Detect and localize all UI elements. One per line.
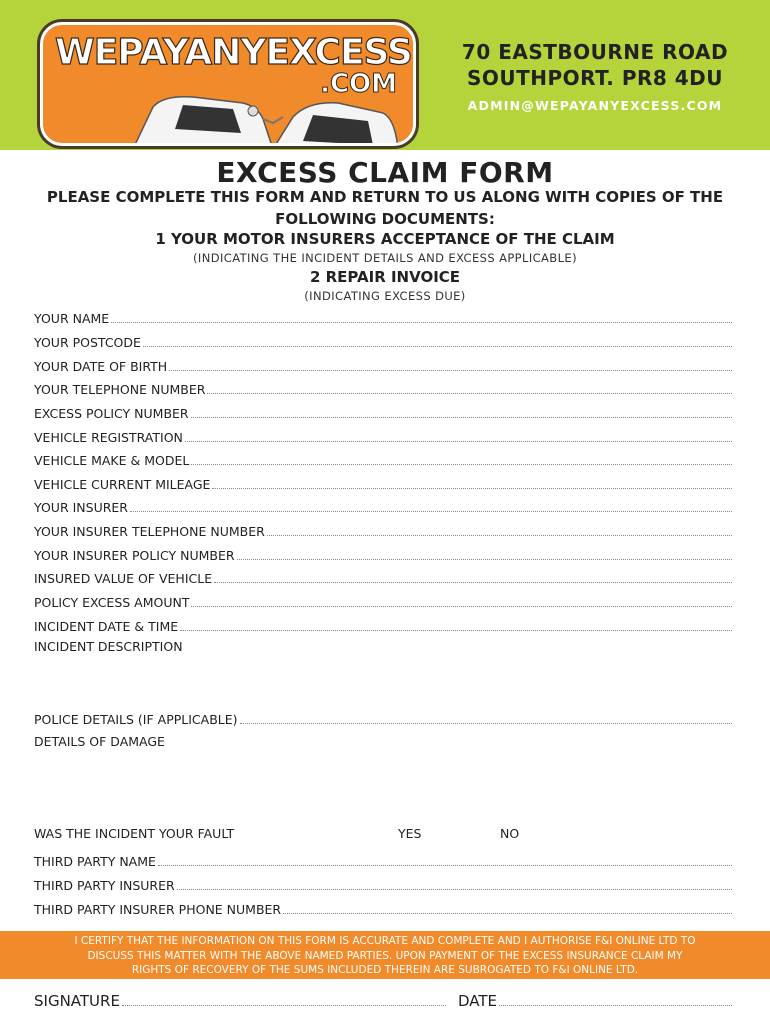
field-label: VEHICLE CURRENT MILEAGE	[34, 477, 211, 492]
details-of-damage-label: DETAILS OF DAMAGE	[34, 734, 165, 749]
fill-line[interactable]	[169, 369, 732, 371]
fill-line[interactable]	[191, 416, 732, 418]
field-label: THIRD PARTY INSURER PHONE NUMBER	[34, 902, 282, 917]
fault-no-option[interactable]: NO	[500, 826, 520, 841]
fill-line[interactable]	[185, 440, 732, 442]
field-label: YOUR NAME	[34, 311, 110, 326]
required-document-2-note: (INDICATING EXCESS DUE)	[304, 289, 466, 303]
certification-banner	[0, 931, 770, 979]
field-label: YOUR DATE OF BIRTH	[34, 359, 168, 374]
fill-line[interactable]	[237, 558, 732, 560]
field-third-party-insurer[interactable]	[34, 873, 732, 893]
field-label: VEHICLE REGISTRATION	[34, 430, 183, 445]
fill-line[interactable]	[143, 345, 732, 347]
date-label: DATE	[458, 992, 498, 1010]
field-label: VEHICLE MAKE & MODEL	[34, 453, 190, 468]
field-your-name[interactable]	[34, 306, 732, 326]
fill-line[interactable]	[111, 321, 732, 323]
company-logo	[40, 22, 416, 146]
fill-line[interactable]	[240, 722, 732, 724]
field-label: POLICE DETAILS (IF APPLICABLE)	[34, 712, 238, 727]
fill-line[interactable]	[191, 463, 732, 465]
fill-line[interactable]	[283, 912, 732, 914]
required-document-1-note: (INDICATING THE INCIDENT DETAILS AND EXCESS APPLICABLE)	[193, 251, 577, 265]
field-date-of-birth[interactable]	[34, 354, 732, 374]
field-label: INCIDENT DATE & TIME	[34, 619, 179, 634]
field-vehicle-mileage[interactable]	[34, 472, 732, 492]
field-insurer-telephone[interactable]	[34, 519, 732, 539]
signature-field[interactable]	[34, 988, 446, 1010]
cars-illustration-icon	[123, 89, 403, 146]
logo-domain: .COM	[320, 69, 397, 99]
field-insurer-policy-number[interactable]	[34, 543, 732, 563]
signature-label: SIGNATURE	[34, 992, 120, 1010]
fill-line[interactable]	[191, 605, 732, 607]
fill-line[interactable]	[158, 864, 732, 866]
field-label: THIRD PARTY INSURER	[34, 878, 175, 893]
certification-line-2: DISCUSS THIS MATTER WITH THE ABOVE NAMED PARTIES. UPON PAYMENT OF THE EXCESS INSURANCE CLAIM MY	[87, 949, 683, 962]
form-instructions: PLEASE COMPLETE THIS FORM AND RETURN TO US ALONG WITH COPIES OF THE FOLLOWING DOCUMENTS:	[46, 188, 724, 228]
field-label: YOUR INSURER	[34, 500, 128, 515]
date-field[interactable]	[458, 988, 732, 1010]
field-label: YOUR TELEPHONE NUMBER	[34, 382, 206, 397]
field-incident-date-time[interactable]	[34, 614, 732, 634]
field-label: THIRD PARTY NAME	[34, 854, 156, 869]
field-label: YOUR INSURER TELEPHONE NUMBER	[34, 524, 265, 539]
required-document-2: 2 REPAIR INVOICE	[309, 268, 461, 286]
field-third-party-phone[interactable]	[34, 897, 732, 917]
field-police-details[interactable]	[34, 707, 732, 727]
fill-line[interactable]	[207, 392, 732, 394]
field-third-party-name[interactable]	[34, 849, 732, 869]
fill-line[interactable]	[214, 581, 732, 583]
field-label: INSURED VALUE OF VEHICLE	[34, 571, 213, 586]
required-document-1: 1 YOUR MOTOR INSURERS ACCEPTANCE OF THE CLAIM	[155, 230, 615, 248]
address-line-2: SOUTHPORT. PR8 4DU	[466, 66, 724, 90]
field-label: EXCESS POLICY NUMBER	[34, 406, 189, 421]
logo-wordmark: WEPAYANYEXCESS	[55, 32, 412, 73]
fill-line[interactable]	[267, 534, 732, 536]
fill-line[interactable]	[130, 510, 732, 512]
field-telephone-number[interactable]	[34, 377, 732, 397]
fill-line[interactable]	[212, 487, 732, 489]
field-label: YOUR INSURER POLICY NUMBER	[34, 548, 235, 563]
field-vehicle-make-model[interactable]	[34, 448, 732, 468]
field-label: YOUR POSTCODE	[34, 335, 141, 350]
certification-line-1: I CERTIFY THAT THE INFORMATION ON THIS FORM IS ACCURATE AND COMPLETE AND I AUTHORISE F&I ONLINE LTD TO	[74, 935, 696, 947]
field-label: POLICY EXCESS AMOUNT	[34, 595, 190, 610]
certification-line-3: RIGHTS OF RECOVERY OF THE SUMS INCLUDED THEREIN ARE SUBROGATED TO F&I ONLINE LTD.	[131, 964, 639, 976]
field-excess-policy-number[interactable]	[34, 401, 732, 421]
field-vehicle-registration[interactable]	[34, 425, 732, 445]
form-title: EXCESS CLAIM FORM	[216, 156, 554, 189]
field-your-postcode[interactable]	[34, 330, 732, 350]
field-your-insurer[interactable]	[34, 495, 732, 515]
fault-question: WAS THE INCIDENT YOUR FAULT	[34, 826, 235, 841]
address-line-1: 70 EASTBOURNE ROAD	[461, 40, 729, 64]
incident-description-label: INCIDENT DESCRIPTION	[34, 639, 183, 654]
fill-line[interactable]	[177, 888, 732, 890]
signature-line[interactable]	[122, 1004, 446, 1006]
field-policy-excess-amount[interactable]	[34, 590, 732, 610]
fill-line[interactable]	[180, 629, 732, 631]
contact-email: ADMIN@WEPAYANYEXCESS.COM	[467, 98, 723, 113]
date-line[interactable]	[499, 1004, 732, 1006]
field-insured-value[interactable]	[34, 566, 732, 586]
fault-yes-option[interactable]: YES	[398, 826, 422, 841]
header-banner	[0, 0, 770, 150]
